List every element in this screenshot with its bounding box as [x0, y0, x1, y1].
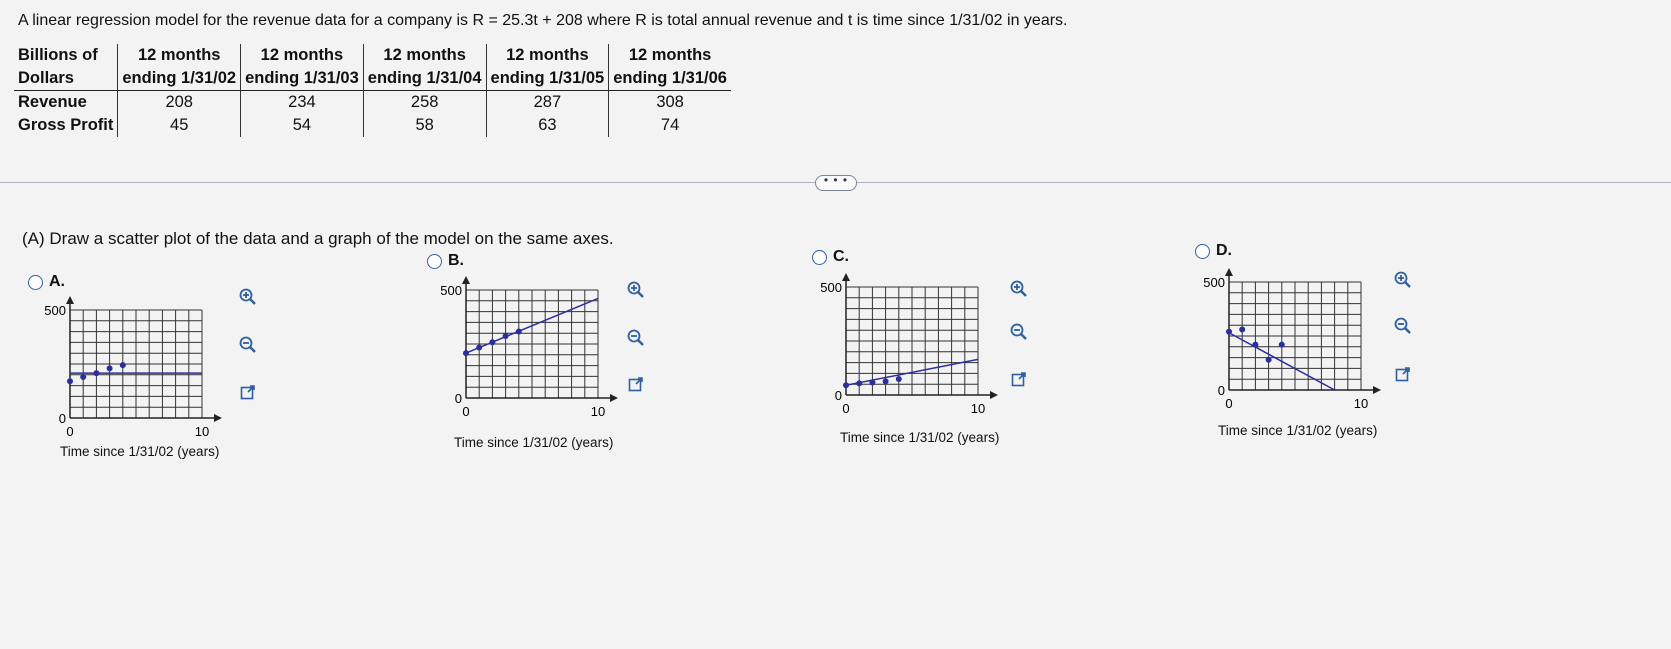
col-header-line2: ending 1/31/04 — [367, 69, 482, 87]
grid — [1229, 282, 1361, 390]
table-cell: 234 — [241, 91, 364, 115]
column-header — [609, 44, 731, 91]
x-axis-arrow — [1373, 386, 1381, 394]
y-tick-label-500: 500 — [440, 283, 462, 298]
y-axis-arrow — [462, 276, 470, 284]
data-point — [1266, 357, 1272, 363]
x-tick-label-10: 10 — [194, 424, 210, 439]
data-point — [869, 379, 875, 385]
y-tick-label-500: 500 — [1203, 275, 1225, 290]
zoom-out-icon[interactable] — [1006, 319, 1032, 345]
option-d[interactable] — [1195, 242, 1232, 260]
x-axis-title: Time since 1/31/02 (years) — [1218, 423, 1378, 438]
y-tick-label-0: 0 — [834, 388, 842, 403]
grid — [70, 310, 202, 418]
x-tick-label-0: 0 — [842, 401, 850, 416]
x-axis-title: Time since 1/31/02 (years) — [840, 430, 1000, 445]
y-axis-arrow — [66, 296, 74, 304]
table-cell: 74 — [609, 114, 731, 137]
popout-icon[interactable] — [1006, 366, 1032, 392]
x-tick-label-10: 10 — [1353, 396, 1369, 411]
zoom-out-icon[interactable] — [1390, 313, 1416, 339]
popout-icon[interactable] — [623, 371, 649, 397]
table-cell: 208 — [118, 91, 241, 115]
popout-icon[interactable] — [235, 379, 261, 405]
x-tick-label-0: 0 — [1225, 396, 1233, 411]
y-tick-label-0: 0 — [1217, 383, 1225, 398]
question-text: (A) Draw a scatter plot of the data and a graph of the model on the same axes. — [22, 229, 614, 248]
x-tick-label-10: 10 — [970, 401, 986, 416]
data-point — [1279, 342, 1285, 348]
data-point — [883, 378, 889, 384]
data-point — [1252, 342, 1258, 348]
table-cell: 63 — [486, 114, 609, 137]
x-tick-label-10: 10 — [590, 404, 606, 419]
col-header-line1: 12 months — [260, 46, 344, 64]
x-axis-title: Time since 1/31/02 (years) — [454, 435, 614, 450]
data-point — [476, 344, 482, 350]
zoom-in-icon[interactable] — [1390, 267, 1416, 293]
graph-option-d — [1195, 272, 1385, 422]
col-header-line2: ending 1/31/06 — [613, 69, 727, 87]
graph-option-c — [812, 277, 1002, 427]
data-point — [463, 350, 469, 356]
data-point — [843, 382, 849, 388]
graph-option-b — [432, 280, 622, 430]
radio-button-d[interactable] — [1195, 244, 1210, 259]
y-axis-arrow — [1225, 268, 1233, 276]
data-point — [93, 370, 99, 376]
data-point — [1239, 327, 1245, 333]
zoom-out-icon[interactable] — [235, 332, 261, 358]
option-letter: C. — [833, 248, 849, 265]
corner-line1: Billions of — [18, 46, 98, 64]
table-cell: 45 — [118, 114, 241, 137]
x-axis-arrow — [214, 414, 222, 422]
zoom-in-icon[interactable] — [623, 277, 649, 303]
col-header-line2: ending 1/31/05 — [490, 69, 605, 87]
table-cell: 258 — [363, 91, 486, 115]
column-header — [118, 44, 241, 91]
grid — [846, 287, 978, 395]
data-point — [1226, 329, 1232, 335]
x-axis-arrow — [990, 391, 998, 399]
x-axis-title: Time since 1/31/02 (years) — [60, 444, 220, 459]
revenue-table — [14, 44, 731, 137]
data-point — [489, 339, 495, 345]
option-letter: B. — [448, 252, 464, 269]
data-point — [120, 362, 126, 368]
table-cell: 54 — [241, 114, 364, 137]
data-point — [856, 380, 862, 386]
data-point — [516, 328, 522, 334]
column-header — [486, 44, 609, 91]
data-point — [503, 333, 509, 339]
col-header-line1: 12 months — [137, 46, 221, 64]
zoom-in-icon[interactable] — [1006, 276, 1032, 302]
zoom-in-icon[interactable] — [235, 284, 261, 310]
column-header — [241, 44, 364, 91]
table-cell: 308 — [609, 91, 731, 115]
col-header-line2: ending 1/31/03 — [245, 69, 359, 87]
row-label: Gross Profit — [18, 116, 114, 134]
zoom-out-icon[interactable] — [623, 325, 649, 351]
problem-intro: A linear regression model for the revenue data for a company is R = 25.3t + 208 where R is total annual revenue and t is time since 1/31/02 in years. — [18, 12, 1068, 29]
option-c[interactable] — [812, 248, 849, 266]
option-letter: D. — [1216, 242, 1232, 259]
data-point — [107, 365, 113, 371]
popout-icon[interactable] — [1390, 361, 1416, 387]
col-header-line2: ending 1/31/02 — [122, 69, 237, 87]
expand-more-button[interactable]: • • • — [815, 175, 857, 191]
data-point — [896, 376, 902, 382]
y-axis-arrow — [842, 273, 850, 281]
option-letter: A. — [49, 273, 65, 290]
row-label: Revenue — [18, 93, 87, 111]
table-header-row — [14, 44, 731, 91]
col-header-line1: 12 months — [383, 46, 466, 64]
table-cell: 287 — [486, 91, 609, 115]
table-corner-header — [14, 44, 118, 91]
y-tick-label-0: 0 — [58, 411, 66, 426]
radio-button-b[interactable] — [427, 254, 442, 269]
y-tick-label-0: 0 — [454, 391, 462, 406]
table-row — [14, 91, 731, 115]
corner-line2: Dollars — [18, 69, 74, 87]
table-row — [14, 114, 731, 137]
col-header-line1: 12 months — [506, 46, 589, 64]
radio-button-c[interactable] — [812, 250, 827, 265]
data-point — [80, 374, 86, 380]
y-tick-label-500: 500 — [44, 303, 66, 318]
data-point — [67, 378, 73, 384]
table-cell: 58 — [363, 114, 486, 137]
x-tick-label-0: 0 — [66, 424, 74, 439]
x-axis-arrow — [610, 394, 618, 402]
col-header-line1: 12 months — [628, 46, 712, 64]
option-b[interactable] — [427, 252, 464, 270]
graph-option-a — [36, 300, 226, 450]
y-tick-label-500: 500 — [820, 280, 842, 295]
option-a[interactable] — [28, 273, 65, 291]
radio-button-a[interactable] — [28, 275, 43, 290]
x-tick-label-0: 0 — [462, 404, 470, 419]
column-header — [363, 44, 486, 91]
